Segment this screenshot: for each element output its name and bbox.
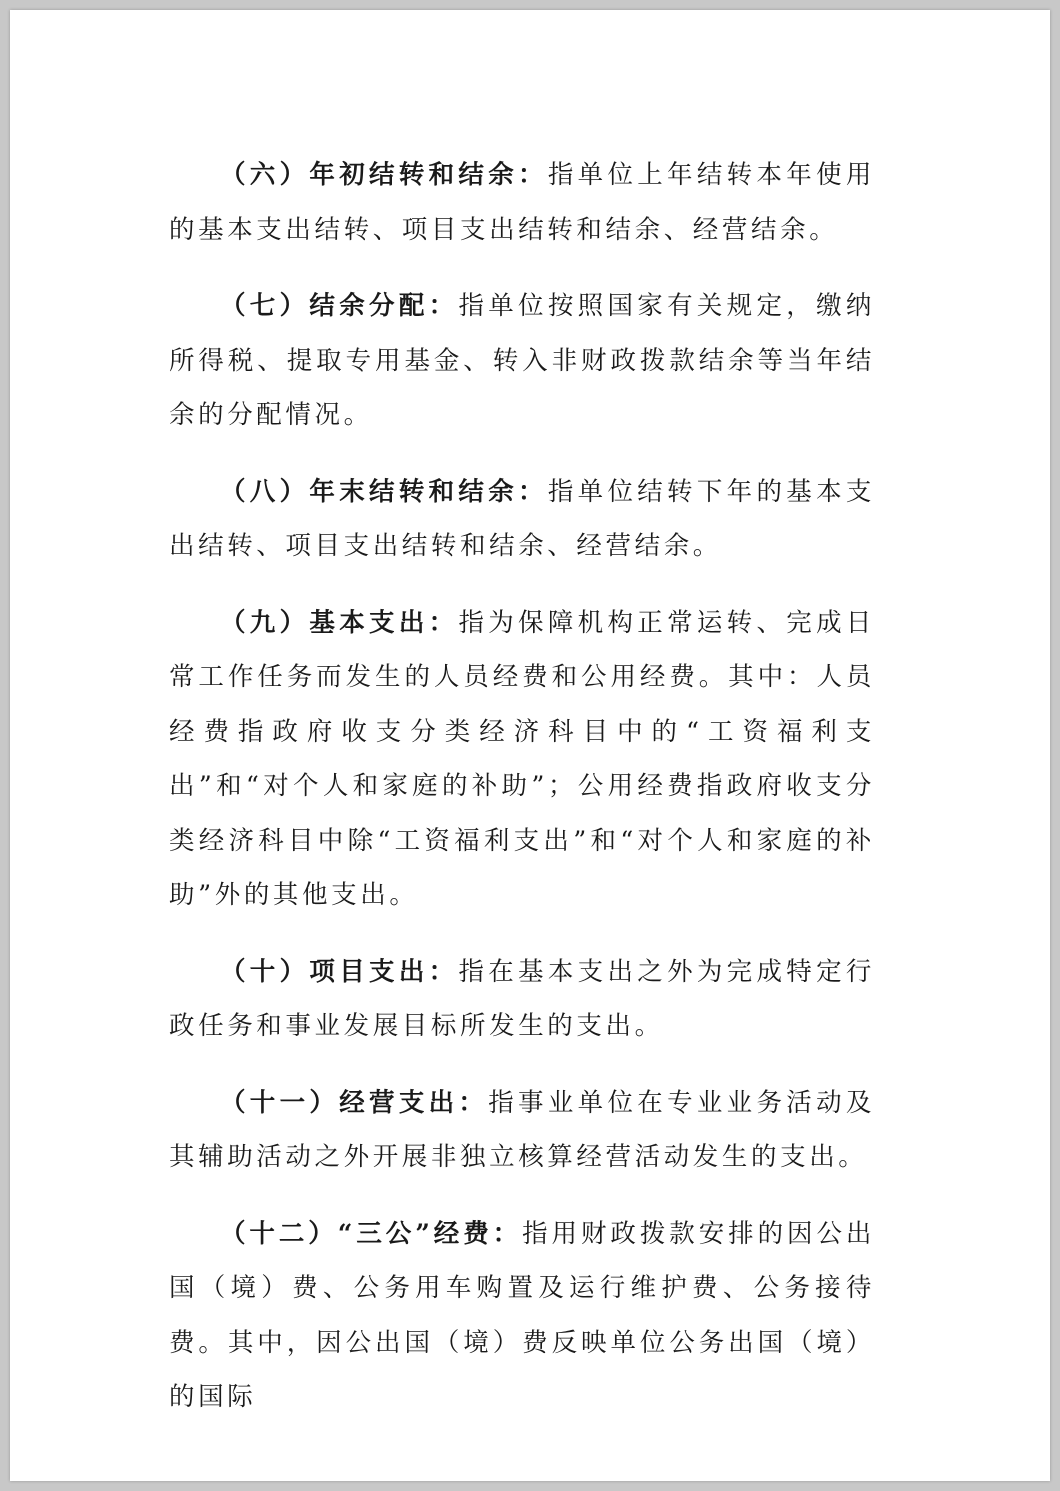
paragraph-8 xyxy=(169,465,875,574)
paragraph-6 xyxy=(169,148,875,257)
term-definition: 指单位上年结转本年使用的基本支出结转、项目支出结转和结余、经营结余。 xyxy=(169,160,875,245)
paragraph-12 xyxy=(169,1207,875,1425)
paragraph-9 xyxy=(169,596,875,923)
term-definition: 指用财政拨款安排的因公出国（境）费、公务用车购置及运行维护费、公务接待费。其中，因公出国（境）费反映单位公务出国（境）的国际 xyxy=(169,1218,876,1412)
document-body xyxy=(169,148,875,1447)
term-heading: （六）年初结转和结余： xyxy=(220,160,548,190)
paragraph-7 xyxy=(169,279,875,443)
term-heading: （十一）经营支出： xyxy=(220,1087,489,1118)
term-heading: （十二）“三公”经费： xyxy=(220,1218,523,1249)
term-definition: 指为保障机构正常运转、完成日常工作任务而发生的人员经费和公用经费。其中：人员经费指政府收支分类经济科目中的“工资福利支出”和“对个人和家庭的补助”；公用经费指政府收支分类经济科目中除“工资福利支出”和“对个人和家庭的补助”外的其他支出。 xyxy=(169,607,875,910)
document-page xyxy=(10,10,1050,1481)
term-heading: （七）结余分配： xyxy=(220,291,459,321)
paragraph-10 xyxy=(169,945,875,1054)
term-heading: （八）年末结转和结余： xyxy=(220,476,548,507)
term-definition: 指单位结转下年的基本支出结转、项目支出结转和结余、经营结余。 xyxy=(169,476,875,561)
term-definition: 指在基本支出之外为完成特定行政任务和事业发展目标所发生的支出。 xyxy=(169,956,875,1041)
term-heading: （十）项目支出： xyxy=(220,956,459,987)
term-definition: 指事业单位在专业业务活动及其辅助活动之外开展非独立核算经营活动发生的支出。 xyxy=(169,1087,875,1172)
term-heading: （九）基本支出： xyxy=(220,607,459,638)
paragraph-11 xyxy=(169,1076,875,1185)
term-definition: 指单位按照国家有关规定，缴纳所得税、提取专用基金、转入非财政拨款结余等当年结余的分配情况。 xyxy=(169,291,875,430)
